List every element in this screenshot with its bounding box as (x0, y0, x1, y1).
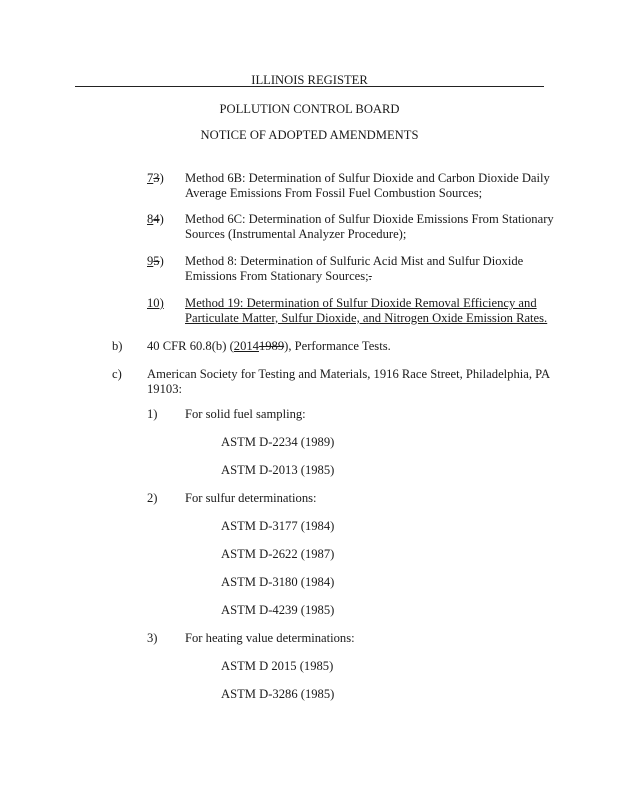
method-19-text: Method 19: Determination of Sulfur Dioxide Removal Efficiency and Particulate Matter, Sulfur Dioxide, and Nitrogen Oxide Emission Rates. (185, 296, 548, 325)
header-rule (75, 86, 544, 87)
method-6c-number: 84) (147, 212, 164, 226)
item-b-text: 40 CFR 60.8(b) (20141989), Performance Tests. (147, 339, 391, 353)
sub1-label: 1) (147, 407, 158, 421)
notice-title: NOTICE OF ADOPTED AMENDMENTS (200, 128, 419, 142)
method-6c-text: Method 6C: Determination of Sulfur Dioxide Emissions From Stationary Sources (Instrumental Analyzer Procedure); (185, 212, 554, 241)
method-19-number: 10) (147, 296, 164, 310)
method-6b-text: Method 6B: Determination of Sulfur Dioxide and Carbon Dioxide Daily Average Emissions From Fossil Fuel Combustion Sources; (185, 171, 550, 200)
item-c-text: American Society for Testing and Materials, 1916 Race Street, Philadelphia, PA 19103: (147, 367, 551, 396)
standard-item: ASTM D-2234 (1989) (221, 435, 335, 449)
standard-item: ASTM D-2622 (1987) (221, 547, 335, 561)
standard-item: ASTM D 2015 (1985) (221, 659, 334, 673)
sub2-label: 2) (147, 491, 158, 505)
standard-item: ASTM D-3286 (1985) (221, 687, 335, 701)
standard-item: ASTM D-3180 (1984) (221, 575, 335, 589)
item-b-label: b) (112, 339, 123, 353)
standard-item: ASTM D-4239 (1985) (221, 603, 335, 617)
method-6b-number: 73) (147, 171, 164, 185)
sub1-title: For solid fuel sampling: (185, 407, 306, 421)
standard-item: ASTM D-2013 (1985) (221, 463, 335, 477)
sub3-label: 3) (147, 631, 158, 645)
method-8-text: Method 8: Determination of Sulfuric Acid Mist and Sulfur Dioxide Emissions From Stationary Sources;. (185, 254, 524, 283)
sub2-title: For sulfur determinations: (185, 491, 317, 505)
method-8-number: 95) (147, 254, 164, 268)
board-name: POLLUTION CONTROL BOARD (219, 102, 400, 116)
item-c-label: c) (112, 367, 122, 381)
standard-item: ASTM D-3177 (1984) (221, 519, 335, 533)
register-title: ILLINOIS REGISTER (251, 73, 368, 87)
sub3-title: For heating value determinations: (185, 631, 355, 645)
